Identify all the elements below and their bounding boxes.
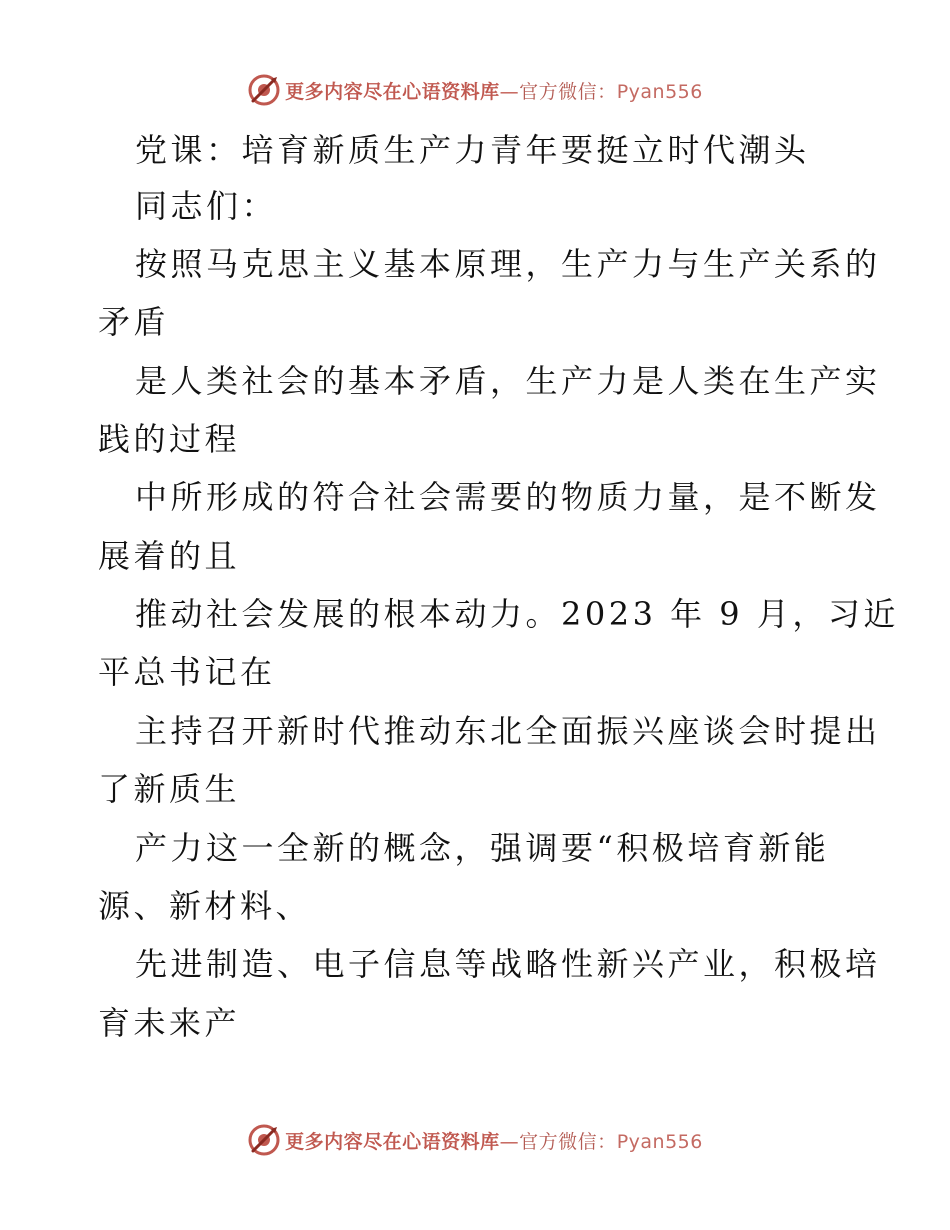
doc-title: 党课：培育新质生产力青年要挺立时代潮头 [135, 131, 810, 169]
watermark-sub: 官方微信： [519, 1130, 617, 1153]
paragraph-line: 矛盾 [98, 303, 170, 341]
logo-icon [247, 73, 281, 107]
salutation: 同志们： [135, 187, 278, 225]
paragraph-line: 先进制造、电子信息等战略性新兴产业，积极培 [135, 945, 881, 983]
logo-icon [247, 1123, 281, 1157]
paragraph-line: 践的过程 [98, 420, 241, 458]
watermark-text [285, 77, 703, 104]
watermark-dash: — [499, 80, 520, 103]
watermark-main: 更多内容尽在心语资料库 [285, 1130, 500, 1153]
paragraph-line: 源、新材料、 [98, 887, 312, 925]
paragraph-line: 按照马克思主义基本原理，生产力与生产关系的 [135, 245, 881, 283]
paragraph-line: 平总书记在 [98, 653, 276, 691]
paragraph-line: 展着的且 [98, 537, 241, 575]
watermark-id: Pyan556 [616, 1130, 703, 1153]
watermark-text [285, 1127, 703, 1154]
header-watermark [0, 70, 950, 110]
watermark-main: 更多内容尽在心语资料库 [285, 80, 500, 103]
paragraph-line: 推动社会发展的根本动力。2023 年 9 月，习近 [135, 595, 899, 633]
watermark-sub: 官方微信： [519, 80, 617, 103]
paragraph-line: 中所形成的符合社会需要的物质力量，是不断发 [135, 478, 881, 516]
paragraph-line: 育未来产 [98, 1004, 241, 1042]
paragraph-line: 了新质生 [98, 770, 241, 808]
watermark-id: Pyan556 [616, 80, 703, 103]
watermark-dash: — [499, 1130, 520, 1153]
paragraph-line: 主持召开新时代推动东北全面振兴座谈会时提出 [135, 712, 881, 750]
footer-watermark [0, 1120, 950, 1160]
paragraph-line: 产力这一全新的概念，强调要“积极培育新能 [135, 829, 830, 867]
paragraph-line: 是人类社会的基本矛盾，生产力是人类在生产实 [135, 362, 881, 400]
